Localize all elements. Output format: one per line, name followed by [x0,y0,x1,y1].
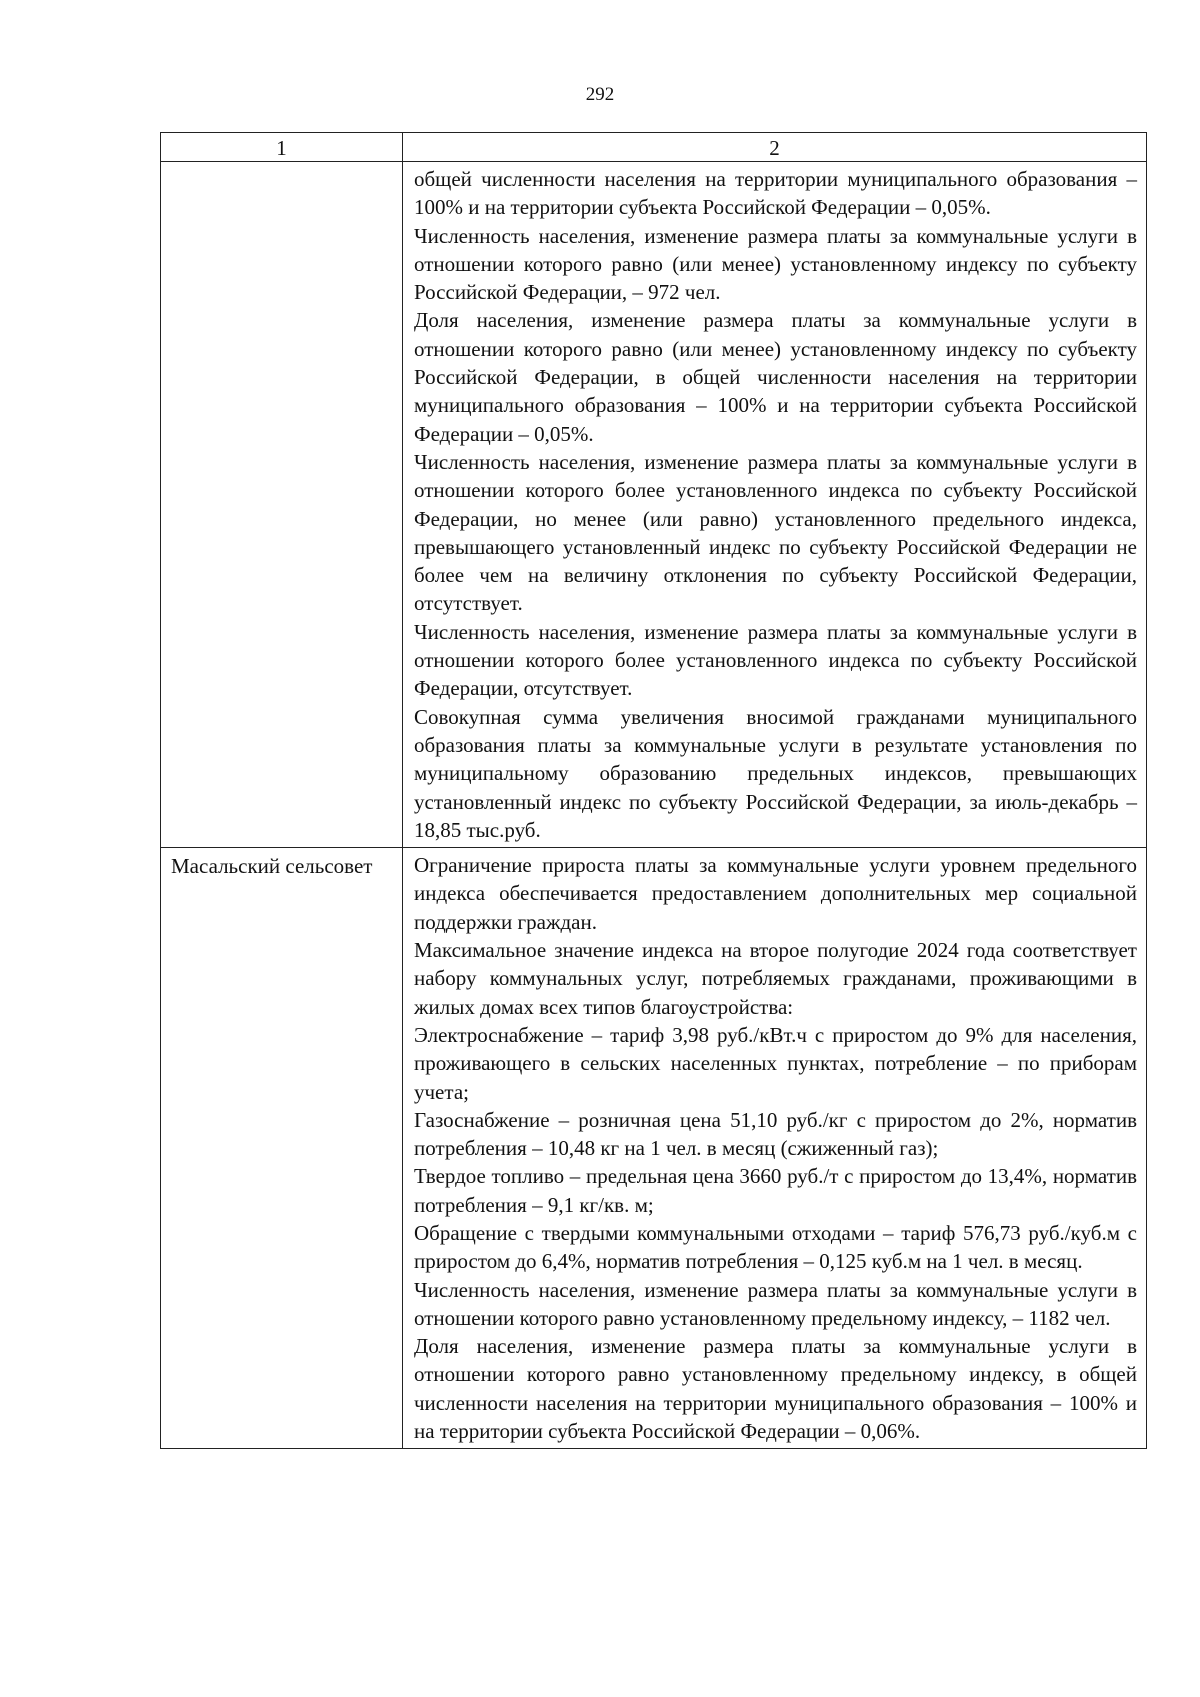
description-cell [403,162,1147,848]
paragraph: Численность населения, изменение размера платы за коммунальные услуги в отношении которого более установленного индекса по субъекту Российской Федерации, отсутствует. [414,619,1137,701]
table-header-row [161,133,1147,162]
data-table [160,132,1147,1449]
paragraph: Твердое топливо – предельная цена 3660 руб./т с приростом до 13,4%, норматив потребления – 9,1 кг/кв. м; [414,1164,1137,1217]
page-number: 292 [585,84,615,105]
paragraph: Численность населения, изменение размера платы за коммунальные услуги в отношении которого равно установленному предельному индексу, – 1182 чел. [414,1277,1137,1330]
table-row [161,848,1147,1449]
paragraph: Совокупная сумма увеличения вносимой гражданами муниципального образования платы за коммунальные услуги в результате установления по муниципальному образованию предельных индексов, превышающих установленный индекс по субъекту Российской Федерации, за июль-декабрь – 18,85 тыс.руб. [414,704,1137,842]
description-cell [403,848,1147,1449]
table-row [161,162,1147,848]
municipality-name-cell: Масальский сельсовет [161,848,403,1449]
column-header-1: 1 [161,133,403,162]
paragraph: Доля населения, изменение размера платы за коммунальные услуги в отношении которого равно (или менее) установленному индексу по субъекту Российской Федерации, в общей численности населения на территории муниципального образования – 100% и на территории субъекта Российской Федерации – 0,05%. [414,308,1137,446]
paragraph: Численность населения, изменение размера платы за коммунальные услуги в отношении которого более установленного индекса по субъекту Российской Федерации, но менее (или равно) установленного предельного индекса, превышающего установленный индекс по субъекту Российской Федерации не более чем на величину отклонения по субъекту Российской Федерации, отсутствует. [414,449,1137,616]
municipality-name-cell [161,162,403,848]
paragraph: Газоснабжение – розничная цена 51,10 руб./кг с приростом до 2%, норматив потребления – 10,48 кг на 1 чел. в месяц (сжиженный газ); [414,1107,1137,1161]
paragraph: Электроснабжение – тариф 3,98 руб./кВт.ч с приростом до 9% для населения, проживающего в сельских населенных пунктах, потребление – по приборам учета; [414,1022,1137,1104]
paragraph: Обращение с твердыми коммунальными отходами – тариф 576,73 руб./куб.м с приростом до 6,4%, норматив потребления – 0,125 куб.м на 1 чел. в месяц. [414,1220,1137,1274]
paragraph: Ограничение прироста платы за коммунальные услуги уровнем предельного индекса обеспечивается предоставлением дополнительных мер социальной поддержки граждан. [414,853,1137,934]
column-header-2: 2 [403,133,1147,162]
paragraph: Максимальное значение индекса на второе полугодие 2024 года соответствует набору коммунальных услуг, потребляемых гражданами, проживающими в жилых домах всех типов благоустройства: [414,938,1137,1019]
paragraph: Численность населения, изменение размера платы за коммунальные услуги в отношении которого равно (или менее) установленному индексу по субъекту Российской Федерации, – 972 чел. [414,223,1137,305]
paragraph: Доля населения, изменение размера платы за коммунальные услуги в отношении которого равно установленному предельному индексу, в общей численности населения на территории муниципального образования – 100% и на территории субъекта Российской Федерации – 0,06%. [414,1334,1137,1444]
paragraph: общей численности населения на территории муниципального образования – 100% и на территории субъекта Российской Федерации – 0,05%. [414,167,1137,220]
